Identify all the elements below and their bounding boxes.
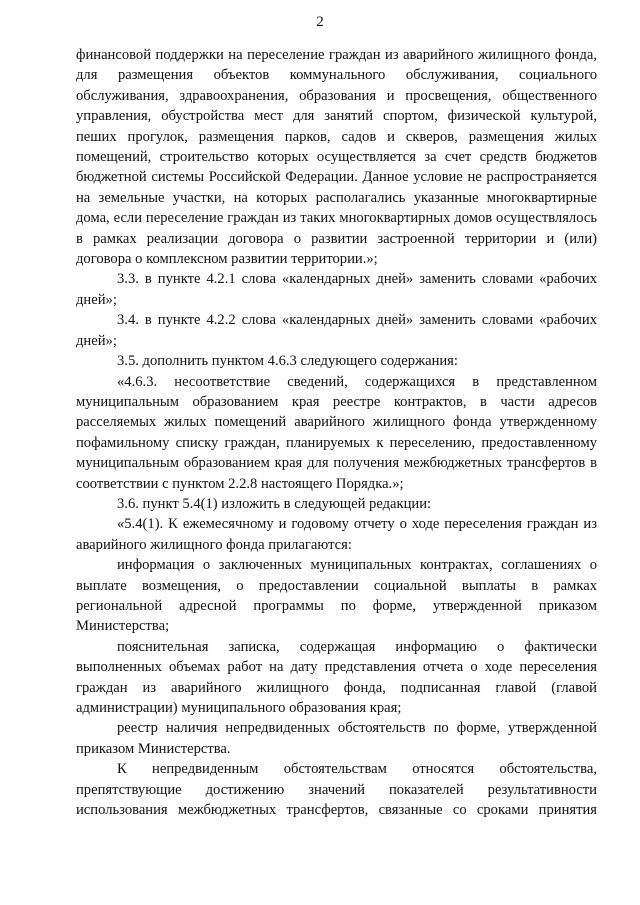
page-number: 2 — [316, 14, 324, 30]
paragraph-explanatory-note: пояснительная записка, содержащая информацию о фактически выполненных объемах работ на дату представления отчета о ходе переселения граждан из аварийного жилищного фонда, подписанная главой (главой администрации) муниципального образования края; — [76, 638, 597, 716]
paragraph-contracts-info: информация о заключенных муниципальных контрактах, соглашениях о выплате возмещения, о предоставлении социальной выплаты в рамках региональной адресной программы по форме, утвержденной приказом Министерства; — [76, 557, 597, 635]
paragraph-item-3-4: 3.4. в пункте 4.2.2 слова «календарных дней» заменить словами «рабочих дней»; — [76, 312, 597, 349]
paragraph-item-4-6-3: «4.6.3. несоответствие сведений, содержащихся в представленном муниципальным образованием края реестре контрактов, в части адресов расселяемых жилых помещений аварийного жилищного фонда утвержденному пофамильному списку граждан, планируемых к переселению, предоставленному муниципальным образованием края для получения межбюджетных трансфертов в соответствии с пунктом 2.2.8 настоящего Порядка.»; — [76, 373, 597, 492]
paragraph-unforeseen-circumstances: К непредвиденным обстоятельствам относятся обстоятельства, препятствующие достижению значений показателей результативности использования межбюджетных трансфертов, связанные со сроками принятия — [76, 761, 597, 819]
paragraph-continuation: финансовой поддержки на переселение граждан из аварийного жилищного фонда, для размещения объектов коммунального обслуживания, социального обслуживания, здравоохранения, образования и просвещения, общественного управления, обустройства мест для занятий спортом, физической культурой, пеших прогулок, размещения парков, садов и скверов, размещения жилых помещений, строительство которых осуществляется за счет средств бюджетов бюджетной системы Российской Федерации. Данное условие не распространяется на земельные участки, на которых располагались указанные многоквартирные дома, если переселение граждан из таких многоквартирных домов осуществлялось в рамках реализации договора о развитии застроенной территории и (или) договора о комплексном развитии территории.»; — [76, 47, 597, 268]
paragraph-item-3-6: 3.6. пункт 5.4(1) изложить в следующей редакции: — [117, 495, 432, 512]
paragraph-item-3-5: 3.5. дополнить пунктом 4.6.3 следующего содержания: — [117, 353, 458, 370]
document-body — [76, 45, 597, 820]
paragraph-item-3-3: 3.3. в пункте 4.2.1 слова «календарных дней» заменить словами «рабочих дней»; — [76, 271, 597, 308]
paragraph-item-5-4-1: «5.4(1). К ежемесячному и годовому отчету о ходе переселения граждан из аварийного жилищного фонда прилагаются: — [76, 516, 597, 553]
paragraph-registry: реестр наличия непредвиденных обстоятельств по форме, утвержденной приказом Министерства. — [76, 720, 597, 757]
